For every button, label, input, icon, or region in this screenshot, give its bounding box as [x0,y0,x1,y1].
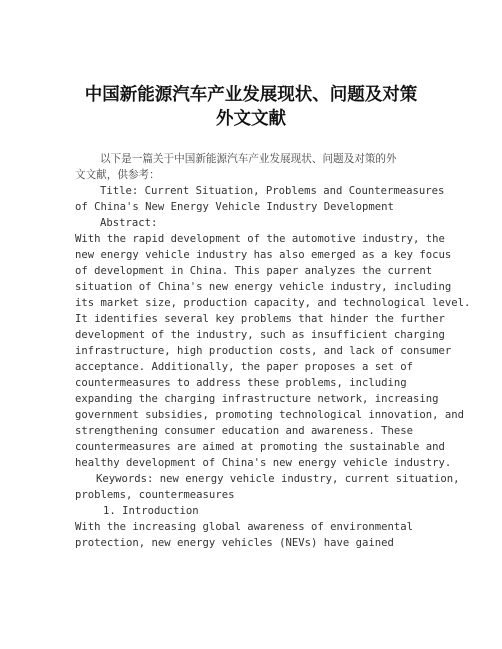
abstract-line: It identifies several key problems that hinder the further [75,313,445,325]
abstract-line: situation of China's new energy vehicle industry, including [75,281,452,293]
abstract-line: strengthening consumer education and awareness. These [75,425,414,437]
abstract-line: of development in China. This paper analyzes the current [75,265,433,277]
abstract-line: development of the industry, such as insufficient charging [75,329,445,341]
section-heading: 1. Introduction [103,505,199,517]
paper-title-line-1: Title: Current Situation, Problems and Countermeasures [100,185,445,197]
document-title-line-1: 中国新能源汽车产业发展现状、问题及对策 [84,85,418,105]
paper-title-line-2: of China's New Energy Vehicle Industry Development [75,201,394,213]
abstract-line: With the rapid development of the automotive industry, the [75,233,445,245]
abstract-line: expanding the charging infrastructure network, increasing [75,393,439,405]
abstract-line: its market size, production capacity, and technological level. [75,297,471,309]
keywords-line-2: problems, countermeasures [75,489,235,501]
abstract-line: countermeasures to address these problems, including [75,377,407,389]
abstract-line: new energy vehicle industry has also emerged as a key focus [75,249,452,261]
abstract-line: government subsidies, promoting technological innovation, and [75,409,465,421]
abstract-line: healthy development of China's new energy vehicle industry. [75,457,452,469]
keywords-line-1: Keywords: new energy vehicle industry, current situation, [96,473,460,485]
abstract-line: acceptance. Additionally, the paper proposes a set of [75,361,414,373]
abstract-heading: Abstract: [100,217,158,229]
abstract-line: countermeasures are aimed at promoting the sustainable and [75,441,445,453]
intro-text-line-2: 文文献，供参考： [75,169,160,181]
intro-text-line-1: 以下是一篇关于中国新能源汽车产业发展现状、问题及对策的外 [100,153,397,165]
introduction-line-1: With the increasing global awareness of environmental [75,521,414,533]
introduction-line-2: protection, new energy vehicles (NEVs) have gained [75,537,394,549]
abstract-line: infrastructure, high production costs, and lack of consumer [75,345,452,357]
document-title-line-2: 外文文献 [216,109,286,129]
